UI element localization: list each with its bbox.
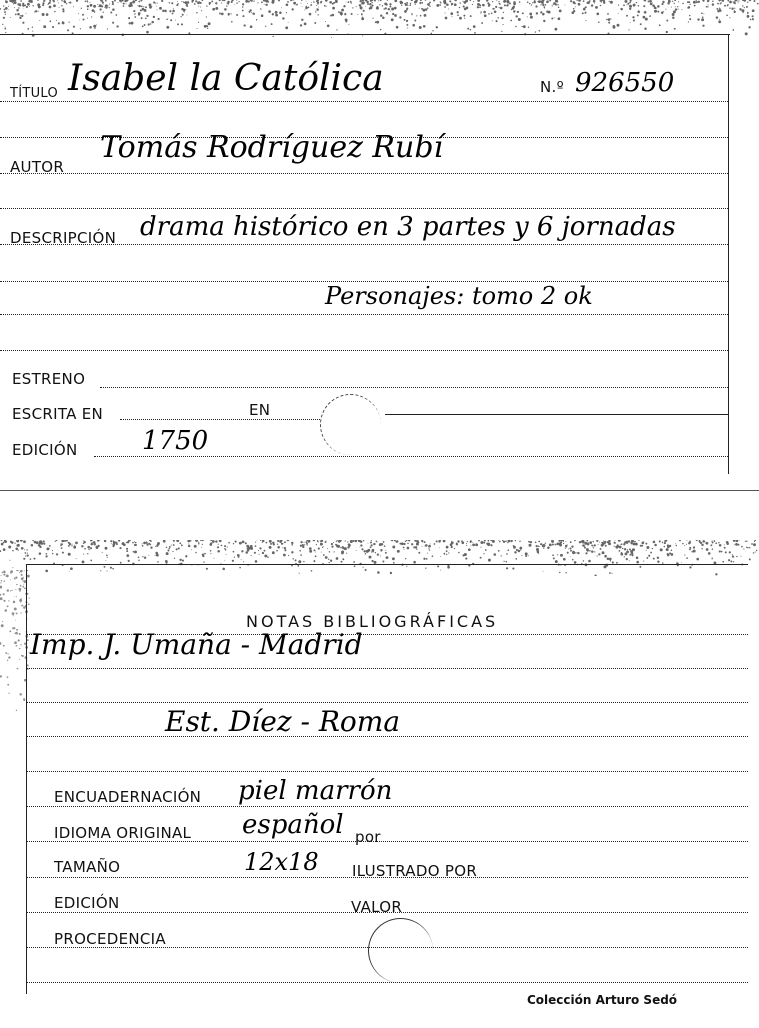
- tamano-value: 12x18: [244, 848, 319, 876]
- punch-hole: [368, 918, 433, 983]
- ilustrado-label: ILUSTRADO POR: [352, 862, 478, 880]
- por-label: por: [355, 828, 381, 846]
- procedencia-label: PROCEDENCIA: [54, 930, 166, 948]
- rule: [0, 208, 728, 209]
- nota-2: Est. Díez - Roma: [165, 705, 401, 738]
- encuadernacion-label: ENCUADERNACIÓN: [54, 788, 202, 806]
- en-label: EN: [249, 401, 271, 419]
- tamano-label: TAMAÑO: [54, 858, 121, 876]
- autor-label: AUTOR: [10, 158, 65, 176]
- catalog-card-front: [0, 0, 759, 492]
- card-bottom-edge: [0, 490, 759, 491]
- rule: [94, 456, 728, 457]
- card-right-edge: [728, 34, 729, 474]
- descripcion-value: drama histórico en 3 partes y 6 jornadas: [140, 212, 676, 242]
- rule: [26, 982, 748, 983]
- encuadernacion-value: piel marrón: [238, 776, 393, 806]
- rule: [0, 101, 728, 102]
- descripcion-label: DESCRIPCIÓN: [10, 229, 117, 247]
- numero-value: 926550: [575, 68, 675, 98]
- rule: [26, 806, 748, 807]
- idioma-value: español: [242, 810, 344, 840]
- rule: [385, 414, 728, 415]
- numero-label: N.º: [540, 78, 564, 96]
- rule: [0, 314, 728, 315]
- card-top-edge: [0, 34, 730, 35]
- catalog-card-back: [0, 540, 759, 1028]
- rule: [0, 173, 728, 174]
- card-top-edge: [26, 564, 748, 565]
- coleccion-label: Colección Arturo Sedó: [527, 993, 678, 1007]
- rule: [26, 771, 748, 772]
- rule: [0, 350, 728, 351]
- scan-noise-top: [0, 540, 759, 576]
- idioma-label: IDIOMA ORIGINAL: [54, 824, 192, 842]
- estreno-label: ESTRENO: [12, 370, 86, 388]
- nota-1: Imp. J. Umaña - Madrid: [30, 628, 363, 661]
- autor-value: Tomás Rodríguez Rubí: [100, 130, 444, 165]
- titulo-value: Isabel la Católica: [68, 58, 384, 99]
- edicion-label: EDICIÓN: [12, 441, 78, 459]
- rule: [100, 387, 728, 388]
- rule: [26, 702, 748, 703]
- rule: [26, 668, 748, 669]
- edicion-value: 1750: [142, 426, 209, 456]
- notas-title: NOTAS BIBLIOGRÁFICAS: [246, 612, 499, 631]
- card-left-edge: [26, 564, 27, 994]
- escrita-en-label: ESCRITA EN: [12, 405, 104, 423]
- descripcion-value-2: Personajes: tomo 2 ok: [325, 282, 593, 310]
- punch-hole: [320, 394, 381, 455]
- edicion-label: EDICIÓN: [54, 894, 120, 912]
- titulo-label: TÍTULO: [10, 86, 59, 101]
- rule: [120, 419, 320, 420]
- valor-label: VALOR: [351, 898, 403, 916]
